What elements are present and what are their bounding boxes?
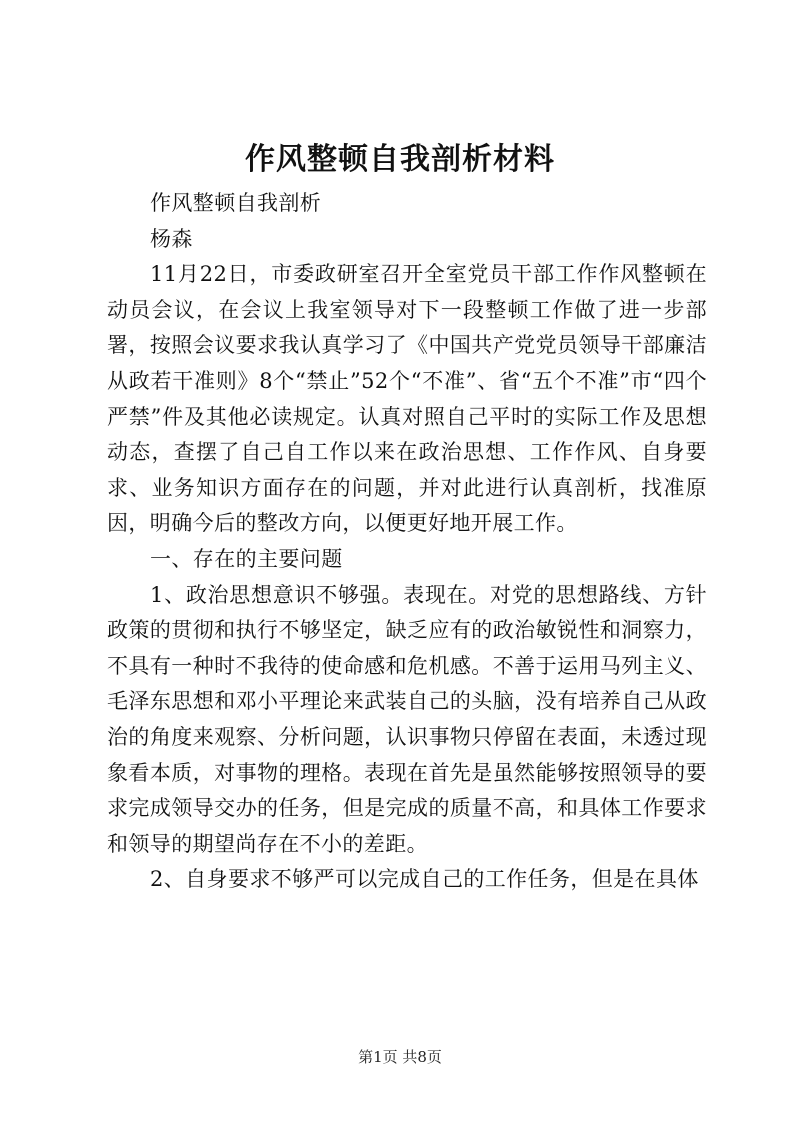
intro-paragraph: 11月22日，市委政研室召开全室党员干部工作作风整顿在动员会议，在会议上我室领导对下一段整顿工作做了进一步部署，按照会议要求我认真学习了《中国共产党党员领导干部廉洁从政若干准则》8个“禁止”52个“不准”、省“五个不准”市“四个严禁”件及其他必读规定。认真对照自己平时的实际工作及思想动态，查摆了自己自工作以来在政治思想、工作作风、自身要求、业务知识方面存在的问题，并对此进行认真剖析，找准原因，明确今后的整改方向，以便更好地开展工作。 <box>107 262 707 536</box>
subtitle-paragraph: 作风整顿自我剖析 <box>150 191 322 215</box>
document-body <box>107 186 707 898</box>
issue-2-paragraph: 2、自身要求不够严可以完成自己的工作任务，但是在具体 <box>150 867 699 892</box>
document-title: 作风整顿自我剖析材料 <box>245 142 555 177</box>
section-heading: 一、存在的主要问题 <box>150 546 343 571</box>
issue-1-paragraph: 1、政治思想意识不够强。表现在。对党的思想路线、方针政策的贯彻和执行不够坚定，缺乏应有的政治敏锐性和洞察力，不具有一种时不我待的使命感和危机感。不善于运用马列主义、毛泽东思想和邓小平理论来武装自己的头脑，没有培养自己从政治的角度来观察、分析问题，认识事物只停留在表面，未透过现象看本质，对事物的理格。表现在首先是虽然能够按照领导的要求完成领导交办的任务，但是完成的质量不高，和具体工作要求和领导的期望尚存在不小的差距。 <box>107 582 707 856</box>
author-paragraph: 杨森 <box>150 226 193 251</box>
page-number-footer: 第1页 共8页 <box>358 1048 442 1066</box>
